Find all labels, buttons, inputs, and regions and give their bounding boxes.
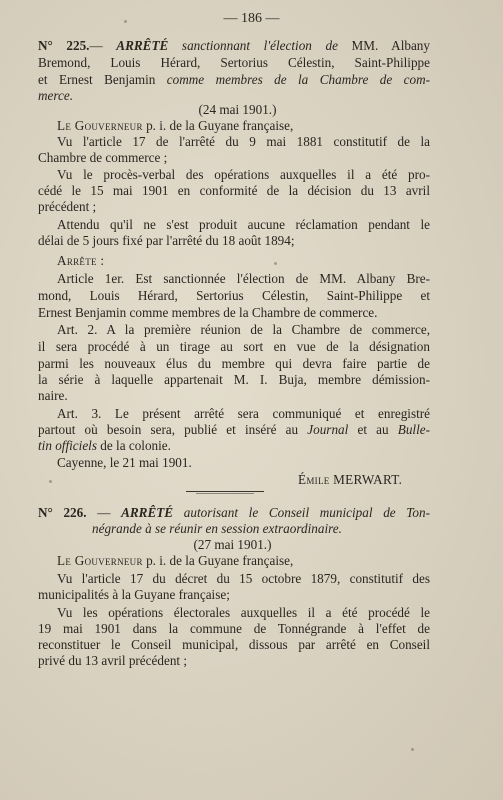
decree-225-art1-c: Ernest Benjamin comme membres de la Chambre de commerce.: [38, 305, 378, 320]
decree-225-art3-b: [38, 422, 430, 438]
paper-speck: [124, 20, 127, 23]
decree-226-date: (27 mai 1901.): [193, 537, 272, 552]
decree-225-number: N° 225.: [38, 38, 90, 53]
decree-225-art3-c: [38, 438, 171, 454]
decree-226-vu-1-b: municipalités à la Guyane française;: [38, 587, 230, 602]
decree-225-art2-b: il sera procédé à un tirage au sort en vue de la désignation: [38, 339, 430, 354]
decree-225-art3-journal: Journal: [307, 422, 349, 437]
decree-225-place-date: Cayenne, le 21 mai 1901.: [57, 455, 192, 470]
decree-225-art3-c-italic: tin officiels: [38, 438, 97, 453]
decree-225-art1-a: Article 1er. Est sanctionnée l'élection de MM. Albany Bre-: [57, 271, 430, 286]
decree-226-vu-1-a: Vu l'article 17 du décret du 15 octobre 1879, constitutif des: [57, 571, 430, 586]
decree-225-attendu-a: Attendu qu'il ne s'est produit aucune réclamation pendant le: [57, 217, 430, 232]
decree-225-title-line-2: Bremond, Louis Hérard, Sertorius Célestin, Saint-Philippe: [38, 55, 430, 70]
decree-226-title-line-2: négrande à se réunir en session extraordinaire.: [92, 521, 342, 536]
decree-225-art3-c-rest: de la colonie.: [96, 438, 171, 453]
decree-225-art2-a: Art. 2. A la première réunion de la Chambre de commerce,: [57, 322, 430, 337]
decree-225-title-line-3-start: et Ernest Benjamin: [38, 72, 167, 87]
decree-225-vu-2-b: cédé le 15 mai 1901 en conformité de la décision du 13 avril: [38, 183, 430, 198]
decree-225-art2-d: la série à laquelle appartenait M. I. Buja, membre démission-: [38, 372, 430, 387]
decree-225-title-line-3-italic: comme membres de la Chambre de com-: [166, 72, 430, 87]
decree-225-dash: —: [89, 38, 117, 53]
decree-226-arrete-word: ARRÊTÉ: [121, 505, 174, 520]
decree-225-vu-2-a: Vu le procès-verbal des opérations auxquelles il a été pro-: [57, 167, 430, 182]
decree-225-governor-label: Le Gouverneur: [57, 118, 143, 133]
decree-225-title-line-1: [38, 38, 430, 54]
decree-226-vu-2-a: Vu les opérations électorales auxquelles il a été procédé le: [57, 605, 430, 620]
decree-225-date: (24 mai 1901.): [198, 102, 277, 117]
decree-225-vu-1-a: Vu l'article 17 de l'arrêté du 9 mai 1881 constitutif de la: [57, 134, 430, 149]
decree-225-art3-b-start: partout où besoin sera, publié et inséré au: [38, 422, 308, 437]
decree-226-number: N° 226.: [38, 505, 87, 520]
decree-225-governor-rest: p. i. de la Guyane française,: [142, 118, 294, 133]
decree-226-vu-2-c: reconstituer le Conseil municipal, dissous par arrêté en Conseil: [38, 637, 430, 652]
decree-226-governor: [57, 553, 293, 569]
decree-225-arrete-word: ARRÊTÉ: [116, 38, 169, 53]
decree-225-art2-c: parmi les nouveaux élus du membre qui devra faire partie de: [38, 356, 430, 371]
decree-225-signature: Émile MERWART.: [298, 472, 403, 487]
section-separator: [186, 491, 264, 492]
decree-225-art2-e: naire.: [38, 388, 68, 403]
decree-225-title-names: MM. Albany: [351, 38, 430, 53]
decree-225-art1-b: mond, Louis Hérard, Sertorius Célestin, Saint-Philippe et: [38, 288, 430, 303]
decree-225-attendu-b: délai de 5 jours fixé par l'arrêté du 18 août 1894;: [38, 233, 295, 248]
decree-225-vu-2-c: précédent ;: [38, 199, 97, 214]
decree-225-title-text: sanctionnant l'élection de: [168, 38, 352, 53]
decree-226-vu-2-d: privé du 13 avril précédent ;: [38, 653, 188, 668]
section-separator-secondary: [196, 493, 254, 494]
decree-226-title-line-1: [38, 505, 430, 521]
decree-225-title-line-4: merce.: [38, 88, 74, 103]
decree-226-dash: —: [86, 505, 122, 520]
decree-225-arrete-label: Arrête :: [57, 253, 105, 268]
decree-225-art3-b-mid: et au: [348, 422, 398, 437]
decree-226-governor-rest: p. i. de la Guyane française,: [142, 553, 294, 568]
paper-speck: [49, 480, 52, 483]
paper-speck: [274, 262, 277, 265]
decree-226-vu-2-b: 19 mai 1901 dans la commune de Tonnégrande à l'effet de: [38, 621, 430, 636]
decree-225-art3-bulletin: Bulle-: [397, 422, 430, 437]
page-number: — 186 —: [223, 11, 280, 26]
decree-225-vu-1-b: Chambre de commerce ;: [38, 150, 168, 165]
decree-226-governor-label: Le Gouverneur: [57, 553, 143, 568]
decree-225-title-line-3: [38, 72, 430, 88]
decree-225-art3-a: Art. 3. Le présent arrêté sera communiqué et enregistré: [57, 406, 430, 421]
decree-226-title-text-1: autorisant le Conseil municipal de Ton-: [173, 505, 430, 520]
paper-speck: [411, 748, 414, 751]
decree-225-governor: [57, 118, 293, 134]
